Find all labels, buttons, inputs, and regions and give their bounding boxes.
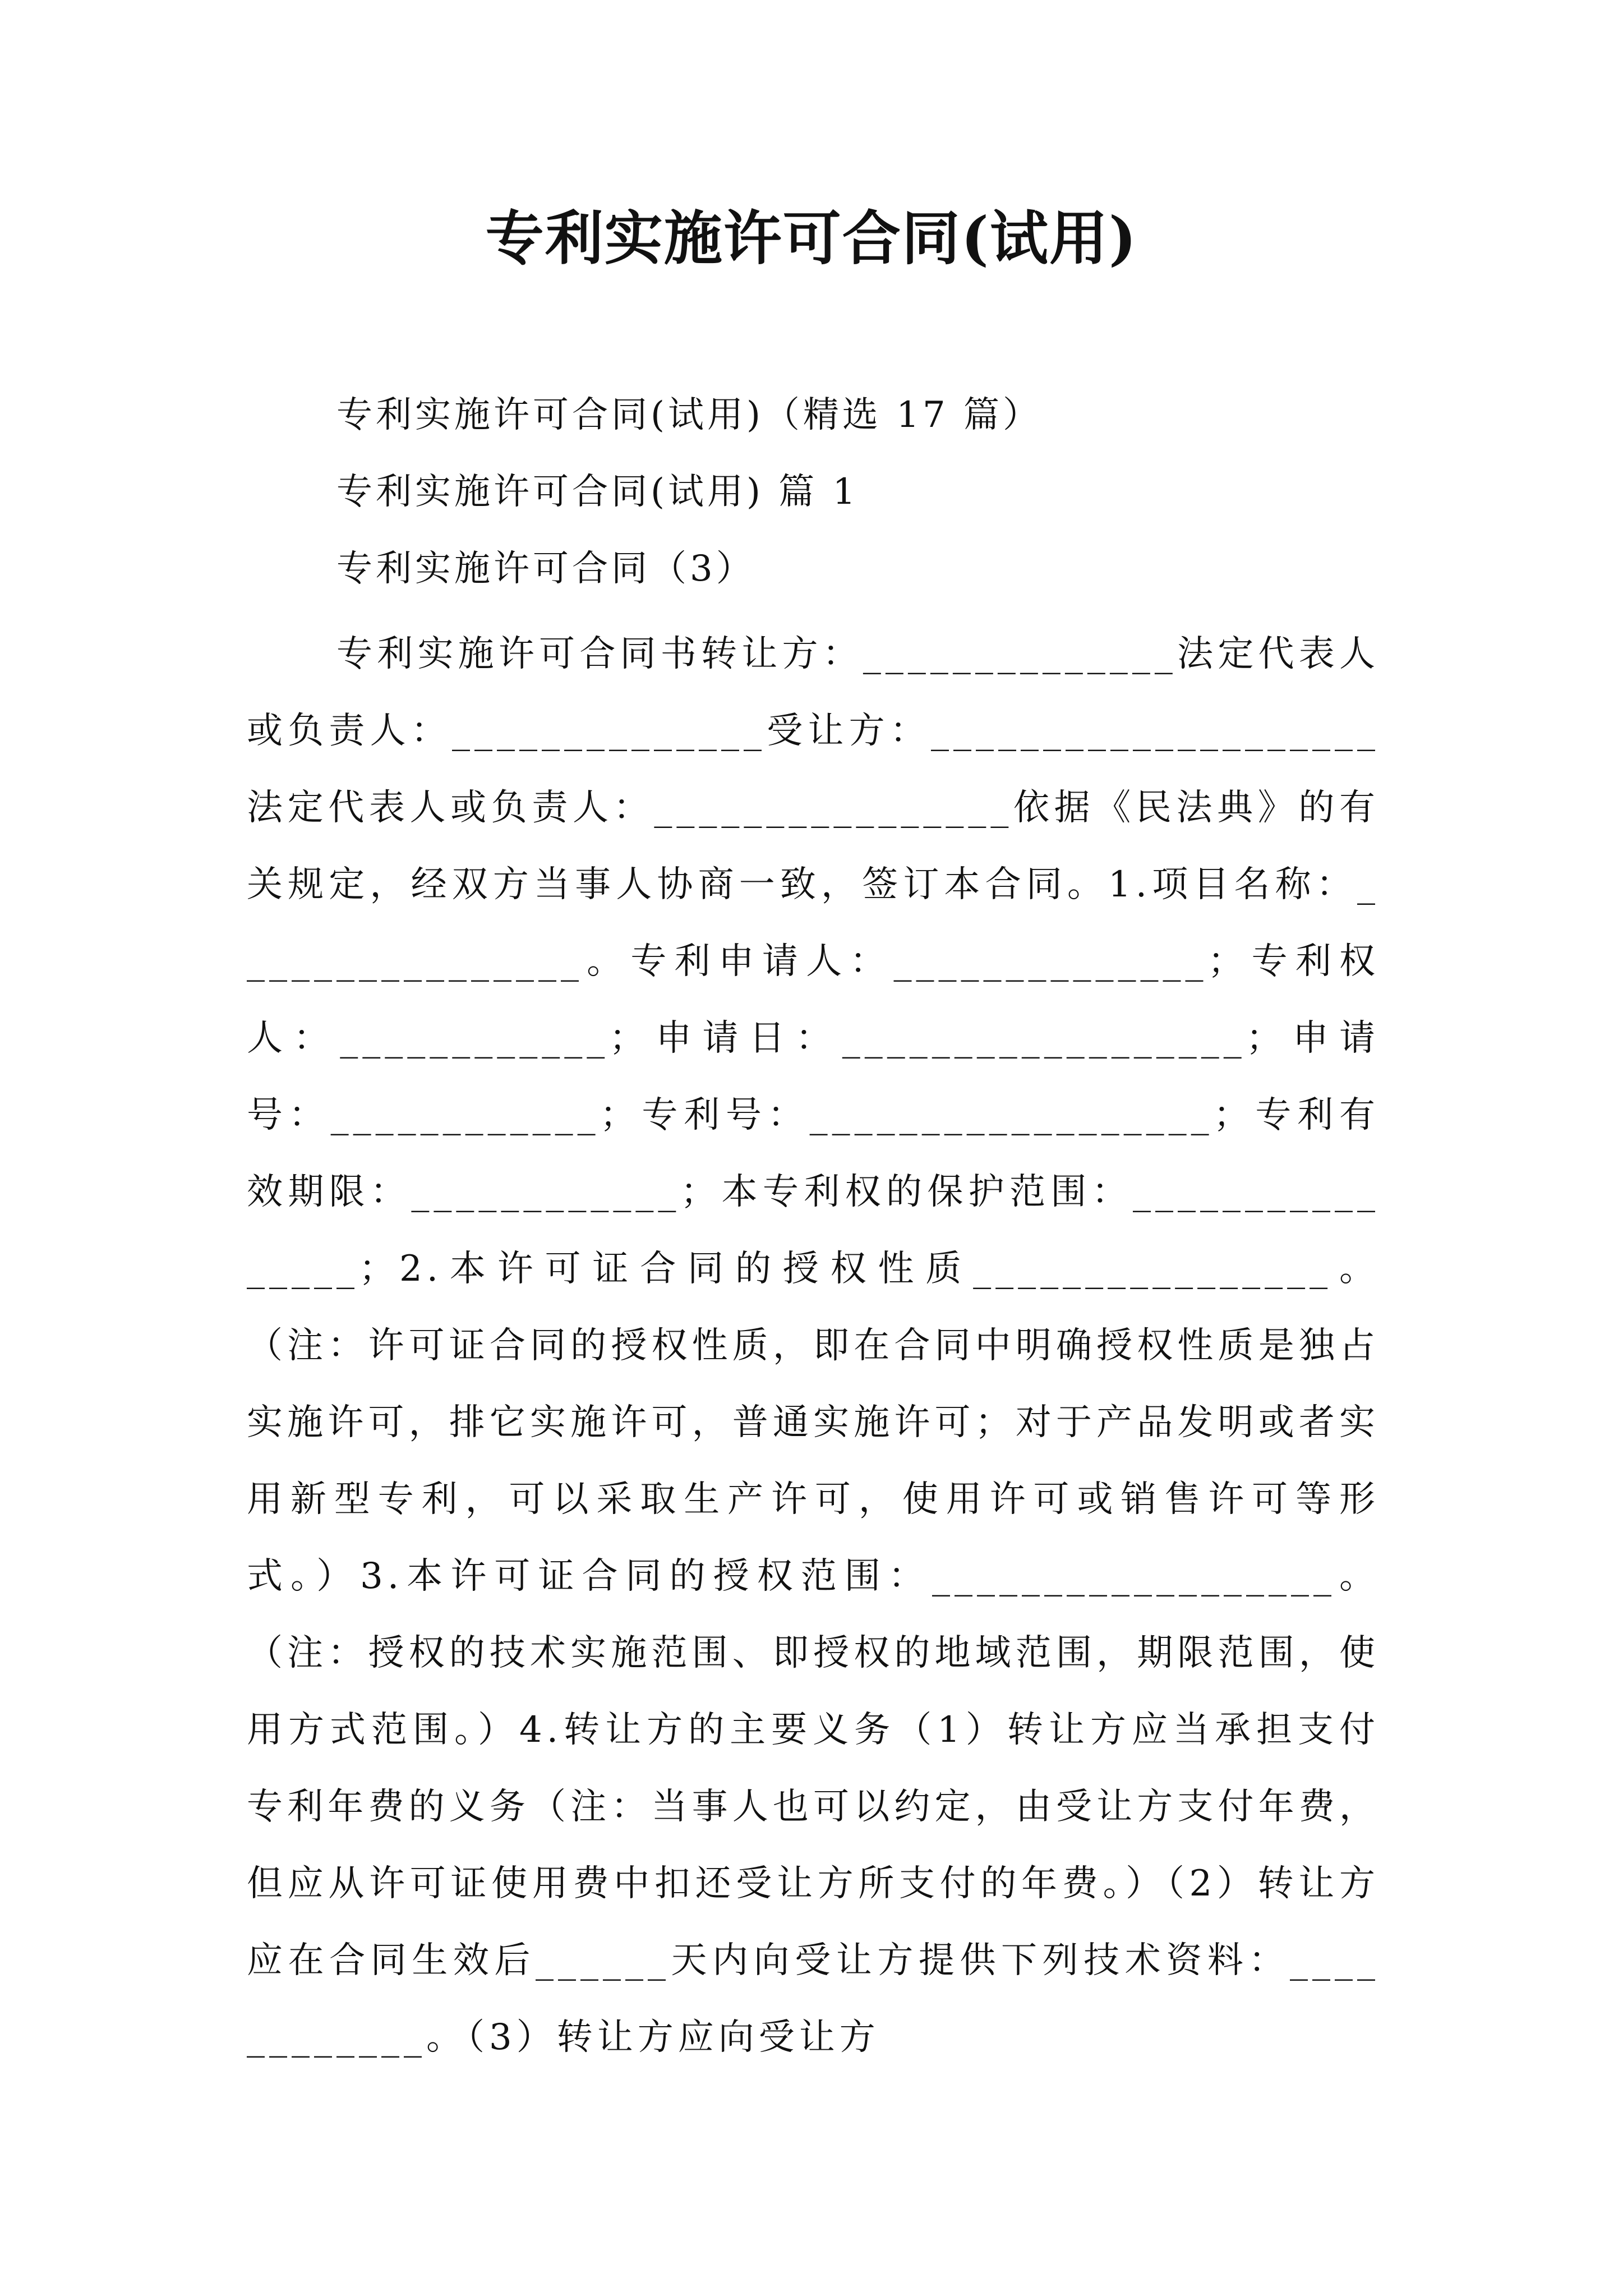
document-subtitle: 专利实施许可合同(试用)（精选 17 篇） [336,394,1043,436]
section-heading: 专利实施许可合同(试用) 篇 1 [336,471,859,513]
sub-heading: 专利实施许可合同（3） [336,548,755,590]
body-paragraph: 专利实施许可合同书转让方：______________法定代表人或负责人：______________受让方：____________________法定代表人或负责人：________________依据《民法典》的有关规定，经双方当事人协商一致，签订本合同。1.项目名称：________________。专利申请人：______________；专利权人：____________；申请日：__________________；申请号：____________；专利号：__________________；专利有效期限：____________；本专利权的保护范围：________________；2.本许可证合同的授权性质________________。（注：许可证合同的授权性质，即在合同中明确授权性质是独占实施许可，排它实施许可，普通实施许可；对于产品发明或者实用新型专利，可以采取生产许可，使用许可或销售许可等形式。）3.本许可证合同的授权范围：__________________。（注：授权的技术实施范围、即授权的地域范围，期限范围，使用方式范围。）4.转让方的主要义务（1）转让方应当承担支付专利年费的义务（注：当事人也可以约定，由受让方支付年费，但应从许可证使用费中扣还受让方所支付的年费。）（2）转让方应在合同生效后______天内向受让方提供下列技术资料：____________。（3）转让方应向受让方 [247,633,1380,2058]
document-title: 专利实施许可合同(试用) [485,204,1138,273]
